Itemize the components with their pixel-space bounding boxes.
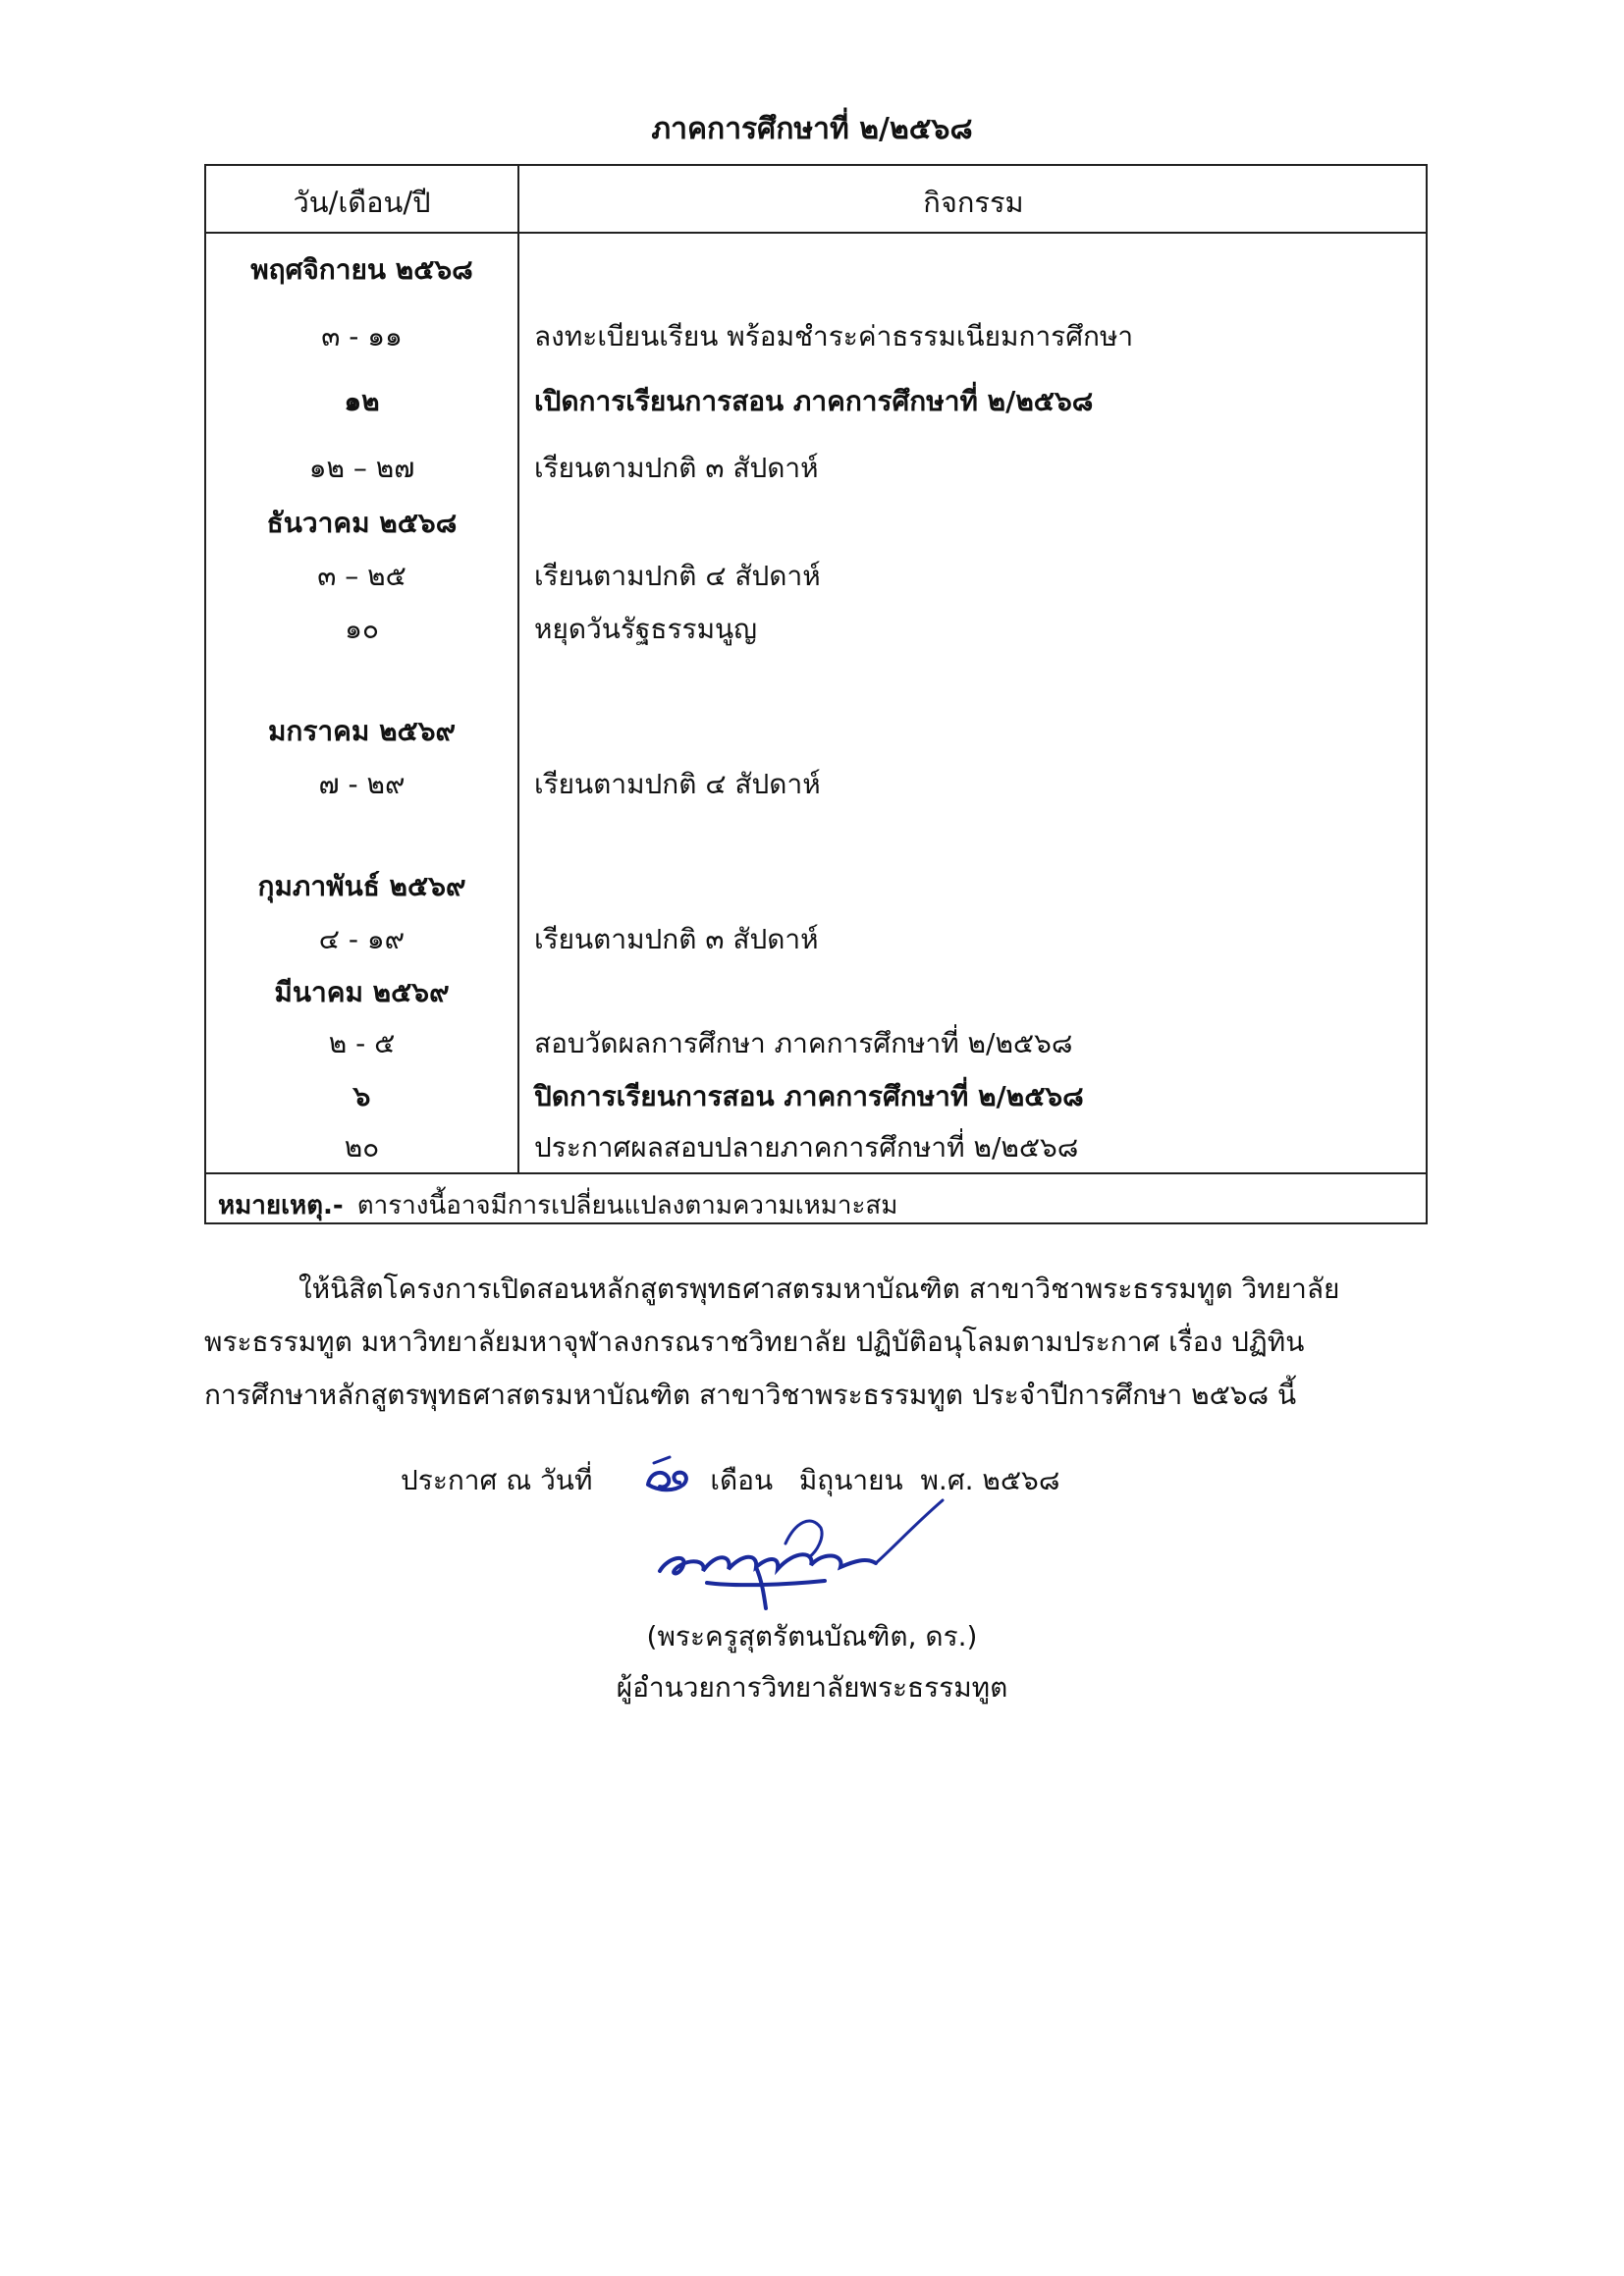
row-activity: สอบวัดผลการศึกษา ภาคการศึกษาที่ ๒/๒๕๖๘ xyxy=(534,1027,1073,1059)
table-row xyxy=(206,441,1426,488)
announcement-month-label: เดือน xyxy=(710,1464,774,1496)
row-date: ๒๐ xyxy=(344,1131,380,1164)
signer-name: (พระครูสุตรัตนบัณฑิต, ดร.) xyxy=(646,1620,978,1653)
announcement-year: พ.ศ. ๒๕๖๘ xyxy=(920,1464,1060,1496)
table-note xyxy=(218,1185,897,1225)
row-activity: ประกาศผลสอบปลายภาคการศึกษาที่ ๒/๒๕๖๘ xyxy=(534,1131,1079,1164)
row-activity: เรียนตามปกติ ๔ สัปดาห์ xyxy=(534,560,821,592)
row-date: พฤศจิกายน ๒๕๖๘ xyxy=(250,253,473,286)
signature xyxy=(648,1492,962,1620)
table-row xyxy=(206,374,1426,421)
announcement-month: มิถุนายน xyxy=(798,1464,903,1496)
row-date: ๑๐ xyxy=(345,613,379,645)
row-activity: เรียนตามปกติ ๔ สัปดาห์ xyxy=(534,768,821,800)
table-row xyxy=(206,602,1426,649)
row-date: ๔ - ๑๙ xyxy=(318,923,406,955)
paragraph-line: การศึกษาหลักสูตรพุทธศาสตรมหาบัณฑิต สาขาวิชาพระธรรมทูต ประจำปีการศึกษา ๒๕๖๘ นี้ xyxy=(204,1379,1297,1411)
announcement-prefix: ประกาศ ณ วันที่ xyxy=(401,1464,593,1496)
table-row xyxy=(206,243,1426,290)
table-row xyxy=(206,496,1426,543)
table-row xyxy=(206,1069,1426,1116)
row-activity: ลงทะเบียนเรียน พร้อมชำระค่าธรรมเนียมการศึกษา xyxy=(534,320,1134,352)
row-date: ๗ - ๒๙ xyxy=(318,768,406,800)
header-divider xyxy=(206,232,1426,234)
row-date: กุมภาพันธ์ ๒๕๖๙ xyxy=(257,870,466,902)
row-date: ธันวาคม ๒๕๖๘ xyxy=(266,507,458,539)
row-activity: เรียนตามปกติ ๓ สัปดาห์ xyxy=(534,923,819,955)
body-paragraph xyxy=(204,1263,1428,1422)
table-row xyxy=(206,912,1426,959)
note-divider xyxy=(206,1172,1426,1174)
page-title: ภาคการศึกษาที่ ๒/๒๕๖๘ xyxy=(651,112,973,146)
note-label: หมายเหตุ.- xyxy=(218,1191,344,1220)
header-activity: กิจกรรม xyxy=(923,186,1024,219)
note-text: ตารางนี้อาจมีการเปลี่ยนแปลงตามความเหมาะสม xyxy=(356,1191,898,1220)
table-row xyxy=(206,965,1426,1012)
table-row xyxy=(206,1016,1426,1063)
row-date: มีนาคม ๒๕๖๙ xyxy=(274,976,450,1008)
header-date: วัน/เดือน/ปี xyxy=(293,186,431,219)
table-row xyxy=(206,1120,1426,1167)
row-activity: ปิดการเรียนการสอน ภาคการศึกษาที่ ๒/๒๕๖๘ xyxy=(534,1080,1084,1112)
row-date: ๓ - ๑๑ xyxy=(321,320,403,352)
calendar-table xyxy=(204,164,1428,1224)
row-date: ๖ xyxy=(352,1080,371,1112)
row-date: ๓ – ๒๕ xyxy=(317,560,406,592)
row-activity: เรียนตามปกติ ๓ สัปดาห์ xyxy=(534,452,819,484)
row-activity: หยุดวันรัฐธรรมนูญ xyxy=(534,613,758,645)
row-date: มกราคม ๒๕๖๙ xyxy=(267,715,457,747)
paragraph-line: ให้นิสิตโครงการเปิดสอนหลักสูตรพุทธศาสตรมหาบัณฑิต สาขาวิชาพระธรรมทูต วิทยาลัย xyxy=(298,1273,1340,1305)
row-date: ๒ - ๕ xyxy=(328,1027,396,1059)
signer-position: ผู้อำนวยการวิทยาลัยพระธรรมทูต xyxy=(616,1671,1008,1704)
table-row xyxy=(206,859,1426,906)
table-row xyxy=(206,757,1426,804)
paragraph-line: พระธรรมทูต มหาวิทยาลัยมหาจุฬาลงกรณราชวิทยาลัย ปฏิบัติอนุโลมตามประกาศ เรื่อง ปฏิทิน xyxy=(204,1326,1305,1358)
row-date: ๑๒ xyxy=(344,385,380,417)
table-row xyxy=(206,549,1426,596)
table-row xyxy=(206,309,1426,356)
table-row xyxy=(206,704,1426,751)
row-activity: เปิดการเรียนการสอน ภาคการศึกษาที่ ๒/๒๕๖๘ xyxy=(534,385,1094,417)
row-date: ๑๒ – ๒๗ xyxy=(308,452,415,484)
